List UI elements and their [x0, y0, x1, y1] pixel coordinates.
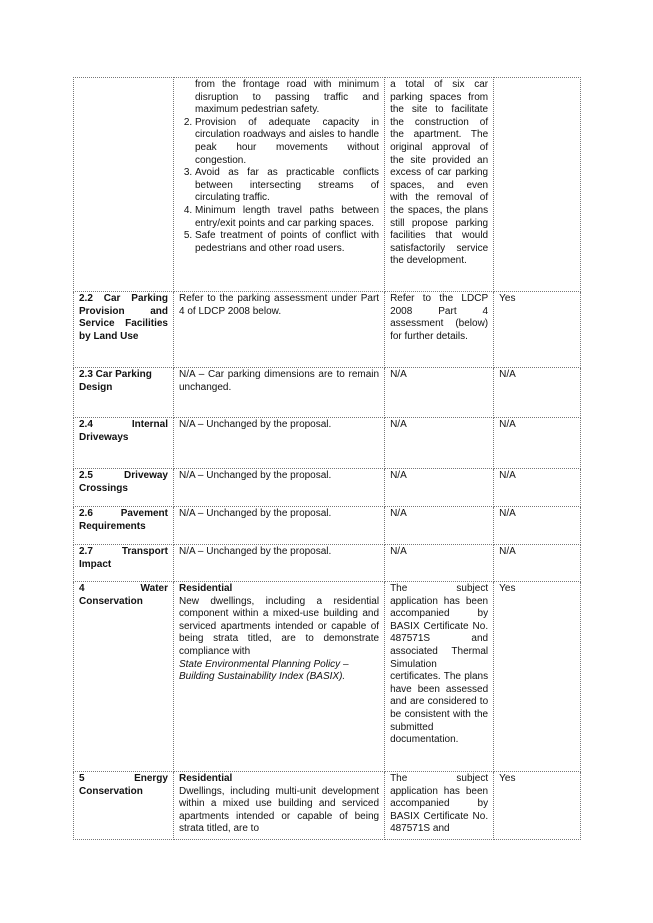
comment-cell: The subject application has been accompanied by BASIX Certificate No. 487571S and associated Thermal Simulation certificates. The plans have been assessed and are considered to be consistent with the submitted documentation.: [385, 582, 494, 772]
item-cell: 2.6 Pavement Requirements: [74, 507, 174, 545]
table-row: [74, 582, 581, 772]
table-row: [74, 772, 581, 840]
comment-cell: The subject application has been accompanied by BASIX Certificate No. 487571S and: [385, 772, 494, 840]
requirement-continued: from the frontage road with minimum disruption to passing traffic and maximum pedestrian safety.: [194, 79, 380, 116]
complies-cell: N/A: [494, 418, 581, 469]
comment-cell: a total of six car parking spaces from the site to facilitate the construction of the apartment. The original approval of the site provided an excess of car parking spaces, and even with the removal of the spaces, the plans still propose parking facilities that would satisfactorily service the development.: [385, 78, 494, 292]
requirement-cell: N/A – Unchanged by the proposal.: [173, 469, 384, 507]
comment-cell: N/A: [385, 545, 494, 582]
item-cell: 2.5 Driveway Crossings: [74, 469, 174, 507]
requirement-italic: State Environmental Planning Policy – Building Sustainability Index (BASIX).: [178, 658, 349, 683]
requirement-cell: N/A – Car parking dimensions are to remain unchanged.: [173, 368, 384, 418]
comment-cell: Refer to the LDCP 2008 Part 4 assessment (below) for further details.: [385, 292, 494, 368]
table-row: [74, 507, 581, 545]
item-cell: [74, 78, 174, 292]
requirement-heading: Residential: [178, 583, 233, 594]
list-item: 5. Safe treatment of points of conflict with pedestrians and other road users.: [195, 230, 379, 255]
complies-cell: N/A: [494, 507, 581, 545]
item-cell: 2.4 Internal Driveways: [74, 418, 174, 469]
requirement-cell: [173, 772, 384, 840]
table-row: [74, 469, 581, 507]
item-cell: 2.2 Car Parking Provision and Service Facilities by Land Use: [74, 292, 174, 368]
table-row: [74, 368, 581, 418]
table-row: [74, 292, 581, 368]
complies-cell: Yes: [494, 772, 581, 840]
requirement-cell: [173, 78, 384, 292]
compliance-table: [73, 77, 581, 840]
requirement-heading: Residential: [178, 773, 233, 784]
table-row: [74, 418, 581, 469]
list-item: 3. Avoid as far as practicable conflicts between intersecting streams of circulating traffic.: [195, 167, 379, 205]
requirement-text: Dwellings, including multi-unit development within a mixed use building and serviced apartments intended or capable of being strata titled, are to: [178, 785, 380, 835]
requirement-cell: N/A – Unchanged by the proposal.: [173, 418, 384, 469]
item-cell: 4 Water Conservation: [74, 582, 174, 772]
requirement-cell: [173, 582, 384, 772]
complies-cell: Yes: [494, 292, 581, 368]
complies-cell: N/A: [494, 545, 581, 582]
item-cell: 5 Energy Conservation: [74, 772, 174, 840]
requirement-cell: Refer to the parking assessment under Part 4 of LDCP 2008 below.: [173, 292, 384, 368]
complies-cell: Yes: [494, 582, 581, 772]
comment-cell: N/A: [385, 469, 494, 507]
table-row: [74, 78, 581, 292]
complies-cell: N/A: [494, 469, 581, 507]
comment-cell: N/A: [385, 368, 494, 418]
complies-cell: [494, 78, 581, 292]
item-cell: 2.3 Car Parking Design: [74, 368, 174, 418]
comment-cell: N/A: [385, 507, 494, 545]
item-cell: 2.7 Transport Impact: [74, 545, 174, 582]
requirement-cell: N/A – Unchanged by the proposal.: [173, 507, 384, 545]
list-item: 2. Provision of adequate capacity in circulation roadways and aisles to handle peak hour movements without congestion.: [195, 117, 379, 167]
comment-cell: N/A: [385, 418, 494, 469]
requirement-list: [179, 117, 379, 256]
list-item: 4. Minimum length travel paths between entry/exit points and car parking spaces.: [195, 205, 379, 230]
requirement-text: New dwellings, including a residential component within a mixed-use building and serviced apartments intended or capable of being strata titled, are to demonstrate compliance with: [178, 595, 380, 657]
requirement-cell: N/A – Unchanged by the proposal.: [173, 545, 384, 582]
table-row: [74, 545, 581, 582]
complies-cell: N/A: [494, 368, 581, 418]
